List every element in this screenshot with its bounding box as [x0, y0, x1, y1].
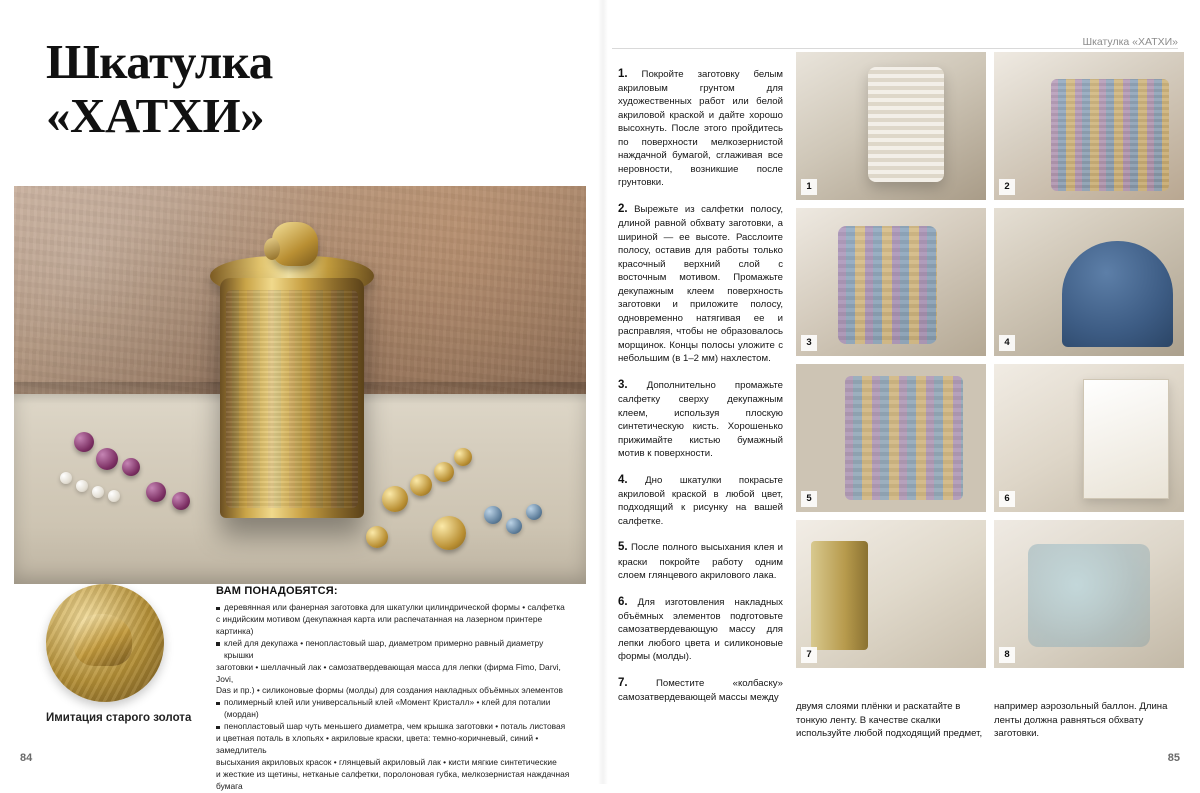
bead	[74, 432, 94, 452]
step-item	[618, 66, 783, 190]
step-number: 6.	[618, 595, 628, 608]
bead	[526, 504, 542, 520]
right-page	[600, 0, 1200, 784]
photo-badge: 3	[801, 335, 817, 351]
photo-badge: 8	[999, 647, 1015, 663]
step-photo-8	[994, 520, 1184, 668]
materials-block	[216, 585, 572, 793]
step-photo-5	[796, 364, 986, 512]
photo-image	[994, 208, 1184, 356]
header-divider	[612, 48, 1178, 49]
step-text: Дополнительно промажьте салфетку сверху декупажным клеем, используя плоскую синтетическую кисть. Хорошенько прижимайте кистью бумажный мотив к поверхности.	[618, 379, 783, 460]
steps-column	[618, 56, 783, 716]
bottom-column-2: например аэрозольный баллон. Длина ленты должна равняться обхвату заготовки.	[994, 701, 1168, 740]
step-number: 2.	[618, 202, 628, 215]
step-photo-6	[994, 364, 1184, 512]
page-number-right: 85	[1167, 752, 1180, 764]
step-number: 3.	[618, 378, 628, 391]
bead	[434, 462, 454, 482]
running-head: Шкатулка «ХАТХИ»	[1082, 36, 1178, 48]
photo-badge: 7	[801, 647, 817, 663]
photo-image	[994, 520, 1184, 668]
step-photo-4	[994, 208, 1184, 356]
step-number: 7.	[618, 676, 628, 689]
photo-image	[796, 52, 986, 200]
step-number: 5.	[618, 541, 628, 554]
step-photo-3	[796, 208, 986, 356]
list-item: и жесткие из щетины, нетканые салфетки, поролоновая губка, мелкозернистая наждачная бумага	[216, 768, 570, 791]
photo-image	[796, 520, 986, 668]
bottom-text-columns	[796, 700, 1184, 741]
bead	[122, 458, 140, 476]
left-page	[0, 0, 600, 791]
bead	[432, 516, 466, 550]
photo-row	[796, 520, 1184, 668]
page-title	[46, 34, 566, 144]
elephant-relief-icon	[74, 614, 132, 666]
bead	[410, 474, 432, 496]
bead	[76, 480, 88, 492]
step-text: Вырежьте из салфетки полосу, длиной равной обхвату заготовки, а шириной — ее высоте. Расслоите полосу, оставив для работы только красочный верхний слой с восточным мотивом. Промажьте декупажным клеем поверхность заготовки и приложите полосу, одновременно натягивая ее и расправляя, чтобы не образовалось морщинок. Концы полосы уложите с небольшим (в 1–2 мм) нахлестом.	[618, 203, 783, 365]
step-number: 1.	[618, 67, 628, 80]
title-line-1: Шкатулка	[46, 34, 273, 89]
bead	[92, 486, 104, 498]
photo-row	[796, 52, 1184, 200]
materials-title: ВАМ ПОНАДОБЯТСЯ:	[216, 585, 338, 597]
bead	[60, 472, 72, 484]
bead	[172, 492, 190, 510]
list-item: клей для декупажа • пенопластовый шар, диаметром примерно равный диаметру крышки	[216, 638, 572, 662]
list-item: Das и пр.) • силиконовые формы (молды) для создания накладных объёмных элементов	[216, 685, 563, 696]
step-item	[618, 675, 783, 705]
step-text: Для изготовления накладных объёмных элементов подготовьте самозатвердевающую массу для лепки любого цвета и силиконовые формы (молды).	[618, 596, 783, 663]
bead	[96, 448, 118, 470]
step-photo-1	[796, 52, 986, 200]
list-item: заготовки • шеллачный лак • самозатвердевающая масса для лепки (фирма Fimo, Darvi, Jovi,	[216, 661, 561, 684]
photo-image	[994, 52, 1184, 200]
photo-row	[796, 208, 1184, 356]
bead	[382, 486, 408, 512]
step-item	[618, 377, 783, 461]
page-number-left: 84	[20, 752, 33, 764]
list-item: с индийским мотивом (декупажная карта или распечатанная на лазерном принтере картинка)	[216, 613, 543, 636]
bead	[146, 482, 166, 502]
photo-badge: 6	[999, 491, 1015, 507]
elephant-figurine-icon	[272, 222, 318, 266]
step-text: Покройте заготовку белым акриловым грунтом для художественных работ или белой акриловой краской и дайте хорошо высохнуть. После этого пройдитесь по поверхности мелкозернистой наждачной бумагой, сглаживая все неровности, возникшие после грунтовки.	[618, 68, 783, 189]
step-text: Поместите «колбаску» самозатвердевающей массы между	[618, 677, 783, 704]
decorated-box	[220, 278, 364, 518]
hero-photo	[14, 186, 586, 584]
bead	[366, 526, 388, 548]
step-item	[618, 472, 783, 529]
step-item	[618, 201, 783, 366]
step-item	[618, 539, 783, 582]
photo-badge: 5	[801, 491, 817, 507]
photo-image	[796, 208, 986, 356]
step-text: После полного высыхания клея и краски покройте работу одним слоем глянцевого акрилового лака.	[618, 542, 783, 582]
materials-list	[216, 602, 572, 793]
step-item	[618, 594, 783, 664]
photo-image	[994, 364, 1184, 512]
bead	[454, 448, 472, 466]
photo-caption: Имитация старого золота	[46, 712, 192, 724]
list-item: и цветная поталь в хлопьях • акриловые краски, цвета: темно-коричневый, синий • замедлитель	[216, 733, 539, 756]
bead	[484, 506, 502, 524]
step-photo-7	[796, 520, 986, 668]
photo-badge: 4	[999, 335, 1015, 351]
list-item: высыхания акриловых красок • глянцевый акриловый лак • кисти мягкие синтетические	[216, 756, 557, 767]
bottom-column-1: двумя слоями плёнки и раскатайте в тонкую ленту. В качестве скалки используйте любой подходящий предмет,	[796, 701, 983, 740]
photo-badge: 1	[801, 179, 817, 195]
list-item: пенопластовый шар чуть меньшего диаметра, чем крышка заготовки • поталь листовая	[216, 721, 572, 733]
bead	[506, 518, 522, 534]
step-photo-2	[994, 52, 1184, 200]
list-item: полимерный клей или универсальный клей «Момент Кристалл» • клей для поталии (мордан)	[216, 697, 572, 721]
bead	[108, 490, 120, 502]
step-photo-grid	[796, 52, 1184, 676]
detail-photo-medallion	[46, 584, 164, 702]
photo-row	[796, 364, 1184, 512]
step-text: Дно шкатулки покрасьте акриловой краской в любой цвет, подходящий к рисунку на вашей салфетке.	[618, 474, 783, 527]
list-item: деревянная или фанерная заготовка для шкатулки цилиндрической формы • салфетка	[216, 602, 572, 614]
title-line-2: «ХАТХИ»	[46, 88, 265, 144]
step-number: 4.	[618, 473, 628, 486]
photo-image	[796, 364, 986, 512]
photo-badge: 2	[999, 179, 1015, 195]
